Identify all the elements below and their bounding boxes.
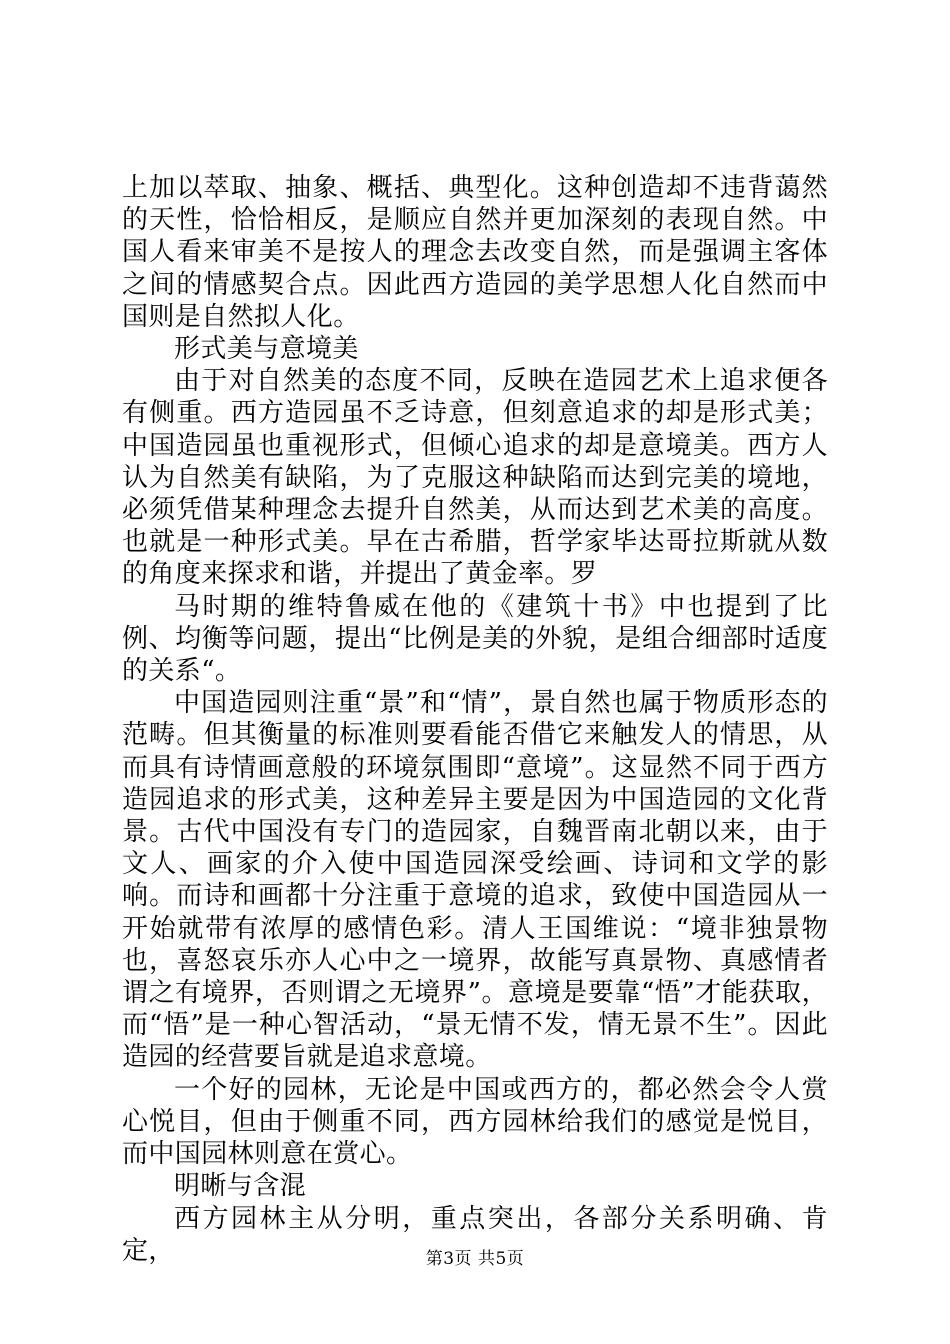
paragraph-good-garden: 一个好的园林，无论是中国或西方的，都必然会令人赏心悦目，但由于侧重不同，西方园林给我们的感觉是悦目，而中国园林则意在赏心。 — [122, 1074, 828, 1170]
section-heading-form-and-mood: 形式美与意境美 — [174, 334, 359, 365]
paragraph-chinese-mood: 中国造园则注重“景”和“情”，景自然也属于物质形态的范畴。但其衡量的标准则要看能否借它来触发人的情思，从而具有诗情画意般的环境氛围即“意境”。这显然不同于西方造园追求的形式美，这种差异主要是因为中国造园的文化背景。古代中国没有专门的造园家，自魏晋南北朝以来，由于文人、画家的介入使中国造园深受绘画、诗词和文学的影响。而诗和画都十分注重于意境的追求，致使中国造园从一开始就带有浓厚的感情色彩。清人王国维说：“境非独景物也，喜怒哀乐亦人心中之一境界，故能写真景物、真感情者谓之有境界，否则谓之无境界”。意境是要靠“悟”才能获取，而“悟”是一种心智活动，“景无情不发，情无景不生”。因此造园的经营要旨就是追求意境。 — [122, 688, 828, 1073]
document-body — [122, 172, 828, 1267]
paragraph-western-form-beauty: 由于对自然美的态度不同，反映在造园艺术上追求便各有侧重。西方造园虽不乏诗意，但刻意追求的却是形式美；中国造园虽也重视形式，但倾心追求的却是意境美。西方人认为自然美有缺陷，为了克服这种缺陷而达到完美的境地，必须凭借某种理念去提升自然美，从而达到艺术美的高度。也就是一种形式美。早在古希腊，哲学家毕达哥拉斯就从数的角度来探求和谐，并提出了黄金率。罗 — [122, 366, 828, 590]
paragraph-continuation: 上加以萃取、抽象、概括、典型化。这种创造却不违背蔼然的天性，恰恰相反，是顺应自然并更加深刻的表现自然。中国人看来审美不是按人的理念去改变自然，而是强调主客体之间的情感契合点。因此西方造园的美学思想人化自然而中国则是自然拟人化。 — [122, 173, 828, 332]
paragraph-western-hierarchy: 西方园林主从分明，重点突出，各部分关系明确、肯定， — [122, 1203, 828, 1266]
paragraph-vitruvius: 马时期的维特鲁威在他的《建筑十书》中也提到了比例、均衡等问题，提出“比例是美的外貌，是组合细部时适度的关系“。 — [122, 591, 828, 687]
section-heading-clarity-and-ambiguity: 明晰与含混 — [174, 1171, 307, 1202]
page-number-footer: 第3页 共5页 — [425, 1249, 525, 1269]
